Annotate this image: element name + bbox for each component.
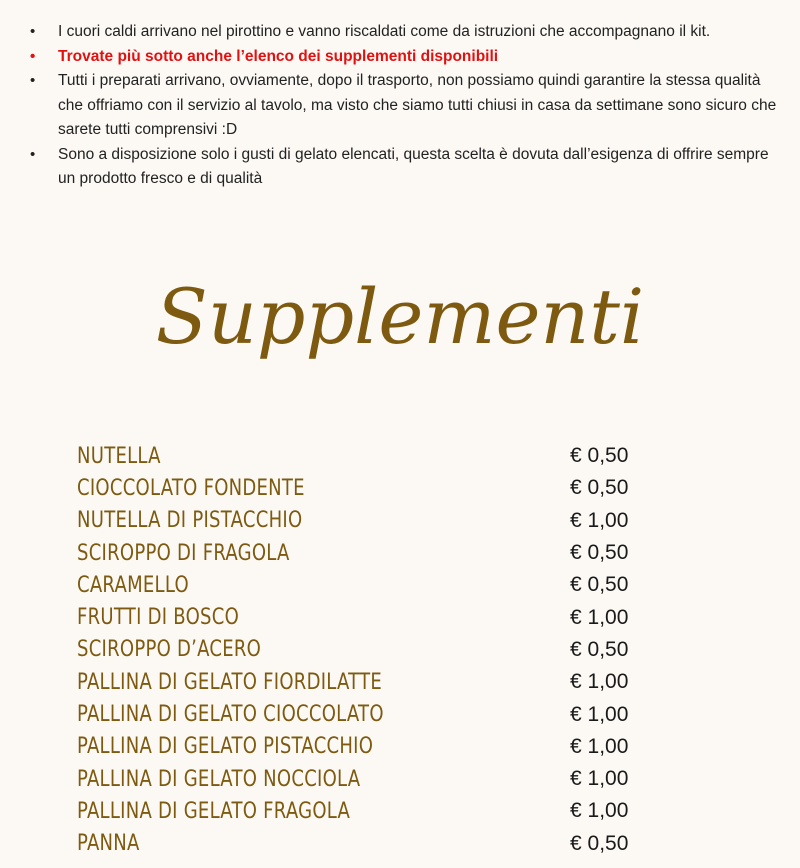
item-name: CIOCCOLATO FONDENTE [77,475,305,501]
bullet-icon: • [30,72,36,89]
item-name: NUTELLA DI PISTACCHIO [77,508,303,534]
note-item [26,69,786,143]
note-text: I cuori caldi arrivano nel pirottino e vanno riscaldati come da istruzioni che accompagnano il kit. [58,23,711,40]
item-name: PALLINA DI GELATO FRAGOLA [77,798,351,824]
list-item [77,634,677,666]
list-item [77,601,677,633]
item-name: PANNA [77,831,140,857]
item-price: € 0,50 [570,573,629,597]
section-title: Supplementi [155,272,645,361]
list-item [77,472,677,504]
item-price: € 1,00 [570,799,629,823]
item-name: SCIROPPO D’ACERO [77,637,262,663]
bullet-icon: • [30,23,36,40]
note-item [26,143,786,192]
list-item [77,795,677,827]
item-price: € 1,00 [570,670,629,694]
item-price: € 1,00 [570,508,629,532]
item-price: € 1,00 [570,605,629,629]
item-name: CARAMELLO [77,572,189,598]
item-name: SCIROPPO DI FRAGOLA [77,540,290,566]
note-item-highlight [26,45,786,70]
item-name: FRUTTI DI BOSCO [77,605,240,631]
note-text: Trovate più sotto anche l’elenco dei supplementi disponibili [58,47,499,65]
item-name: PALLINA DI GELATO FIORDILATTE [77,669,383,695]
bullet-icon: • [30,145,36,163]
bullet-icon: • [30,47,36,65]
item-price: € 0,50 [570,637,629,661]
list-item [77,763,677,795]
note-text: Tutti i preparati arrivano, ovviamente, dopo il trasporto, non possiamo quindi garantire la stessa qualità che offriamo con il servizio al tavolo, ma visto che siamo tutti chiusi in casa da settimane sono sicuro che sarete tutti comprensivi :D [58,72,777,138]
list-item [77,666,677,698]
info-notes-list [26,20,786,192]
list-item [77,569,677,601]
item-name: PALLINA DI GELATO PISTACCHIO [77,734,374,760]
item-name: PALLINA DI GELATO NOCCIOLA [77,766,361,792]
list-item [77,828,677,860]
item-name: PALLINA DI GELATO CIOCCOLATO [77,702,384,728]
note-text: Sono a disposizione solo i gusti di gelato elencati, questa scelta è dovuta dall’esigenza di offrire sempre un prodotto fresco e di qualità [58,145,769,187]
supplements-list [77,440,677,860]
item-price: € 0,50 [570,831,629,855]
item-price: € 1,00 [570,734,629,758]
item-price: € 0,50 [570,541,629,565]
item-price: € 0,50 [570,444,629,468]
item-price: € 1,00 [570,767,629,791]
list-item [77,731,677,763]
item-price: € 0,50 [570,476,629,500]
note-item [26,20,786,45]
list-item [77,537,677,569]
item-price: € 1,00 [570,702,629,726]
item-name: NUTELLA [77,443,161,469]
list-item [77,698,677,730]
list-item [77,440,677,472]
list-item [77,505,677,537]
